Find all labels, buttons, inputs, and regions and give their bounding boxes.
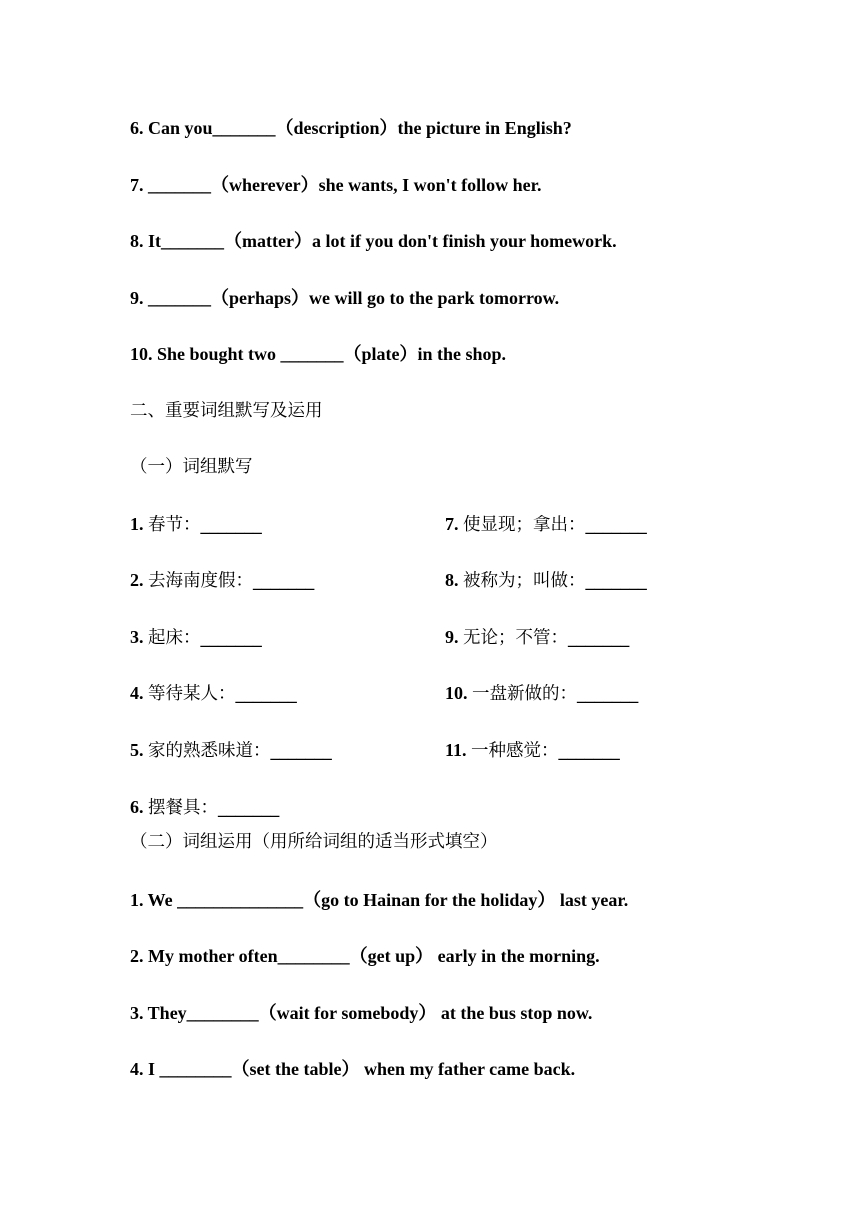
phrase-item: 2. 去海南度假：_______ [130, 570, 315, 591]
phrase-item: 6. 摆餐具：_______ [130, 797, 280, 818]
phrase-item: 9. 无论；不管：_______ [445, 627, 630, 648]
phrase-item: 8. 被称为；叫做：_______ [445, 570, 647, 591]
exercise-line: 9. _______（perhaps）we will go to the park tomorrow. [130, 288, 560, 308]
exercise-line: 10. She bought two _______（plate）in the shop. [130, 344, 507, 364]
exercise-line: 2. My mother often________（get up） early in the morning. [130, 946, 600, 966]
subsection-heading: （二）词组运用（用所给词组的适当形式填空） [130, 832, 498, 852]
phrase-item: 4. 等待某人：_______ [130, 683, 297, 704]
exercise-line: 6. Can you_______（description）the picture in English? [130, 118, 572, 138]
exercise-line: 3. They________（wait for somebody） at the bus stop now. [130, 1003, 593, 1023]
phrase-item: 7. 使显现；拿出：_______ [445, 514, 647, 535]
section-heading: 二、重要词组默写及运用 [130, 401, 323, 421]
subsection-heading: （一）词组默写 [130, 457, 253, 477]
phrase-item: 11. 一种感觉：_______ [445, 740, 620, 761]
phrase-item: 1. 春节：_______ [130, 514, 262, 535]
exercise-line: 1. We ______________（go to Hainan for the holiday） last year. [130, 890, 629, 910]
phrase-item: 10. 一盘新做的：_______ [445, 683, 639, 704]
exercise-line: 8. It_______（matter）a lot if you don't finish your homework. [130, 231, 617, 251]
exercise-line: 4. I ________（set the table） when my father came back. [130, 1059, 576, 1079]
exercise-line: 7. _______（wherever）she wants, I won't follow her. [130, 175, 542, 195]
phrase-item: 5. 家的熟悉味道：_______ [130, 740, 332, 761]
phrase-item: 3. 起床：_______ [130, 627, 262, 648]
